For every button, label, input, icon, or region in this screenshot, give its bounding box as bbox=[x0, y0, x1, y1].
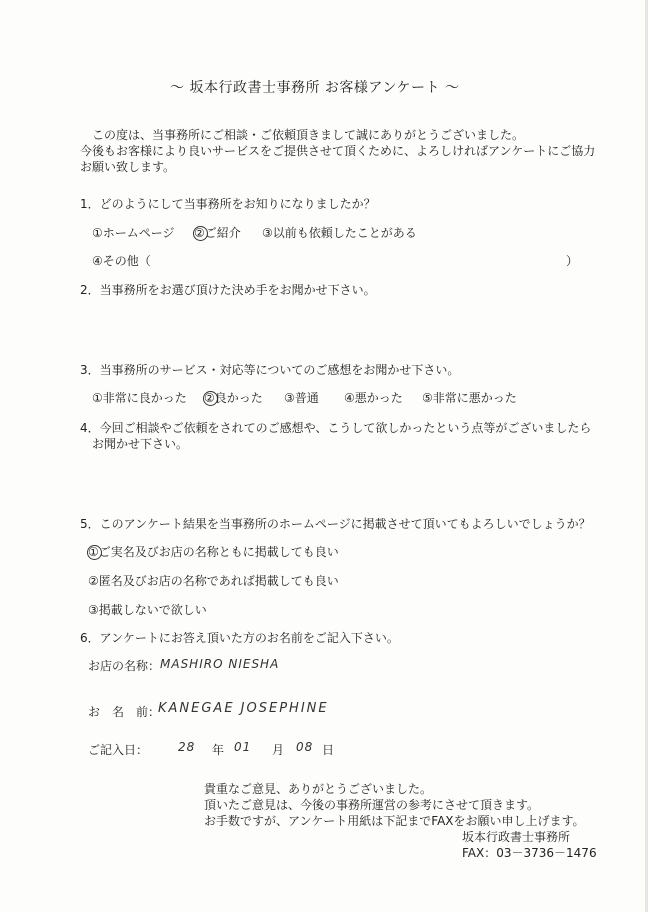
shop-name-handwritten: MASHIRO NIESHA bbox=[160, 657, 280, 671]
q1-option-1: ①ホームページ bbox=[92, 226, 175, 240]
q4-question-line-2: お聞かせ下さい。 bbox=[80, 437, 189, 451]
footer-office-name: 坂本行政書士事務所 bbox=[462, 830, 571, 844]
intro-line-1: この度は、当事務所にご相談・ご依頼頂きまして誠にありがとうございました。 bbox=[92, 128, 525, 142]
intro-line-2: 今後もお客様により良いサービスをご提供させて頂くために、よろしければアンケートにご協力 bbox=[80, 144, 596, 158]
footer-line-2: 頂いたご意見は、今後の事務所運営の参考にさせて頂きます。 bbox=[204, 798, 540, 812]
customer-name-label: お 名 前： bbox=[88, 705, 161, 719]
q1-option-other: ④その他（ bbox=[92, 254, 151, 268]
q4-question-line-1: 4．今回ご相談やご依頼をされてのご感想や、こうして欲しかったという点等がございましたら bbox=[80, 421, 592, 435]
q5-option-2: ②匿名及びお店の名称であれば掲載しても良い bbox=[88, 574, 339, 588]
page-title: ～ 坂本行政書士事務所 お客様アンケート ～ bbox=[170, 80, 460, 96]
q6-question: 6．アンケートにお答え頂いた方のお名前をご記入下さい。 bbox=[80, 631, 399, 645]
q5-option-3: ③掲載しないで欲しい bbox=[88, 603, 207, 617]
q2-question: 2．当事務所をお選び頂けた決め手をお聞かせ下さい。 bbox=[80, 283, 376, 297]
q3-option-3: ③普通 bbox=[284, 391, 319, 405]
q1-option-2: ②ご紹介 bbox=[194, 226, 241, 240]
q5-question: 5．このアンケート結果を当事務所のホームページに掲載させて頂いてもよろしいでしょうか？ bbox=[80, 517, 591, 531]
footer-fax-number: FAX：03－3736－1476 bbox=[462, 846, 597, 860]
intro-line-3: お願い致します。 bbox=[80, 160, 176, 174]
q3-option-1: ①非常に良かった bbox=[92, 391, 187, 405]
q3-option-4: ④悪かった bbox=[344, 391, 403, 405]
q3-question: 3．当事務所のサービス・対応等についてのご感想をお聞かせ下さい。 bbox=[80, 363, 460, 377]
customer-name-handwritten: KANEGAE JOSEPHINE bbox=[158, 701, 329, 716]
shop-name-label: お店の名称： bbox=[88, 659, 161, 673]
date-day-unit: 日 bbox=[322, 743, 335, 757]
date-year-handwritten: 28 bbox=[178, 740, 196, 754]
date-month-handwritten: 01 bbox=[234, 740, 252, 754]
q1-question: 1．どのようにして当事務所をお知りになりましたか？ bbox=[80, 197, 376, 211]
q5-option-1: ①ご実名及びお店の名称ともに掲載しても良い bbox=[88, 545, 339, 559]
q3-option-5: ⑤非常に悪かった bbox=[422, 391, 517, 405]
date-month-unit: 月 bbox=[272, 743, 285, 757]
q3-option-2: ②良かった bbox=[204, 391, 263, 405]
date-year-unit: 年 bbox=[212, 743, 225, 757]
q1-option-3: ③以前も依頼したことがある bbox=[262, 226, 417, 240]
q1-option-other-close: ） bbox=[566, 254, 579, 268]
footer-line-1: 貴重なご意見、ありがとうございました。 bbox=[204, 782, 433, 796]
footer-line-3: お手数ですが、アンケート用紙は下記までFAXをお願い申し上げます。 bbox=[204, 814, 585, 828]
date-label: ご記入日： bbox=[88, 743, 149, 757]
date-day-handwritten: 08 bbox=[296, 740, 314, 754]
